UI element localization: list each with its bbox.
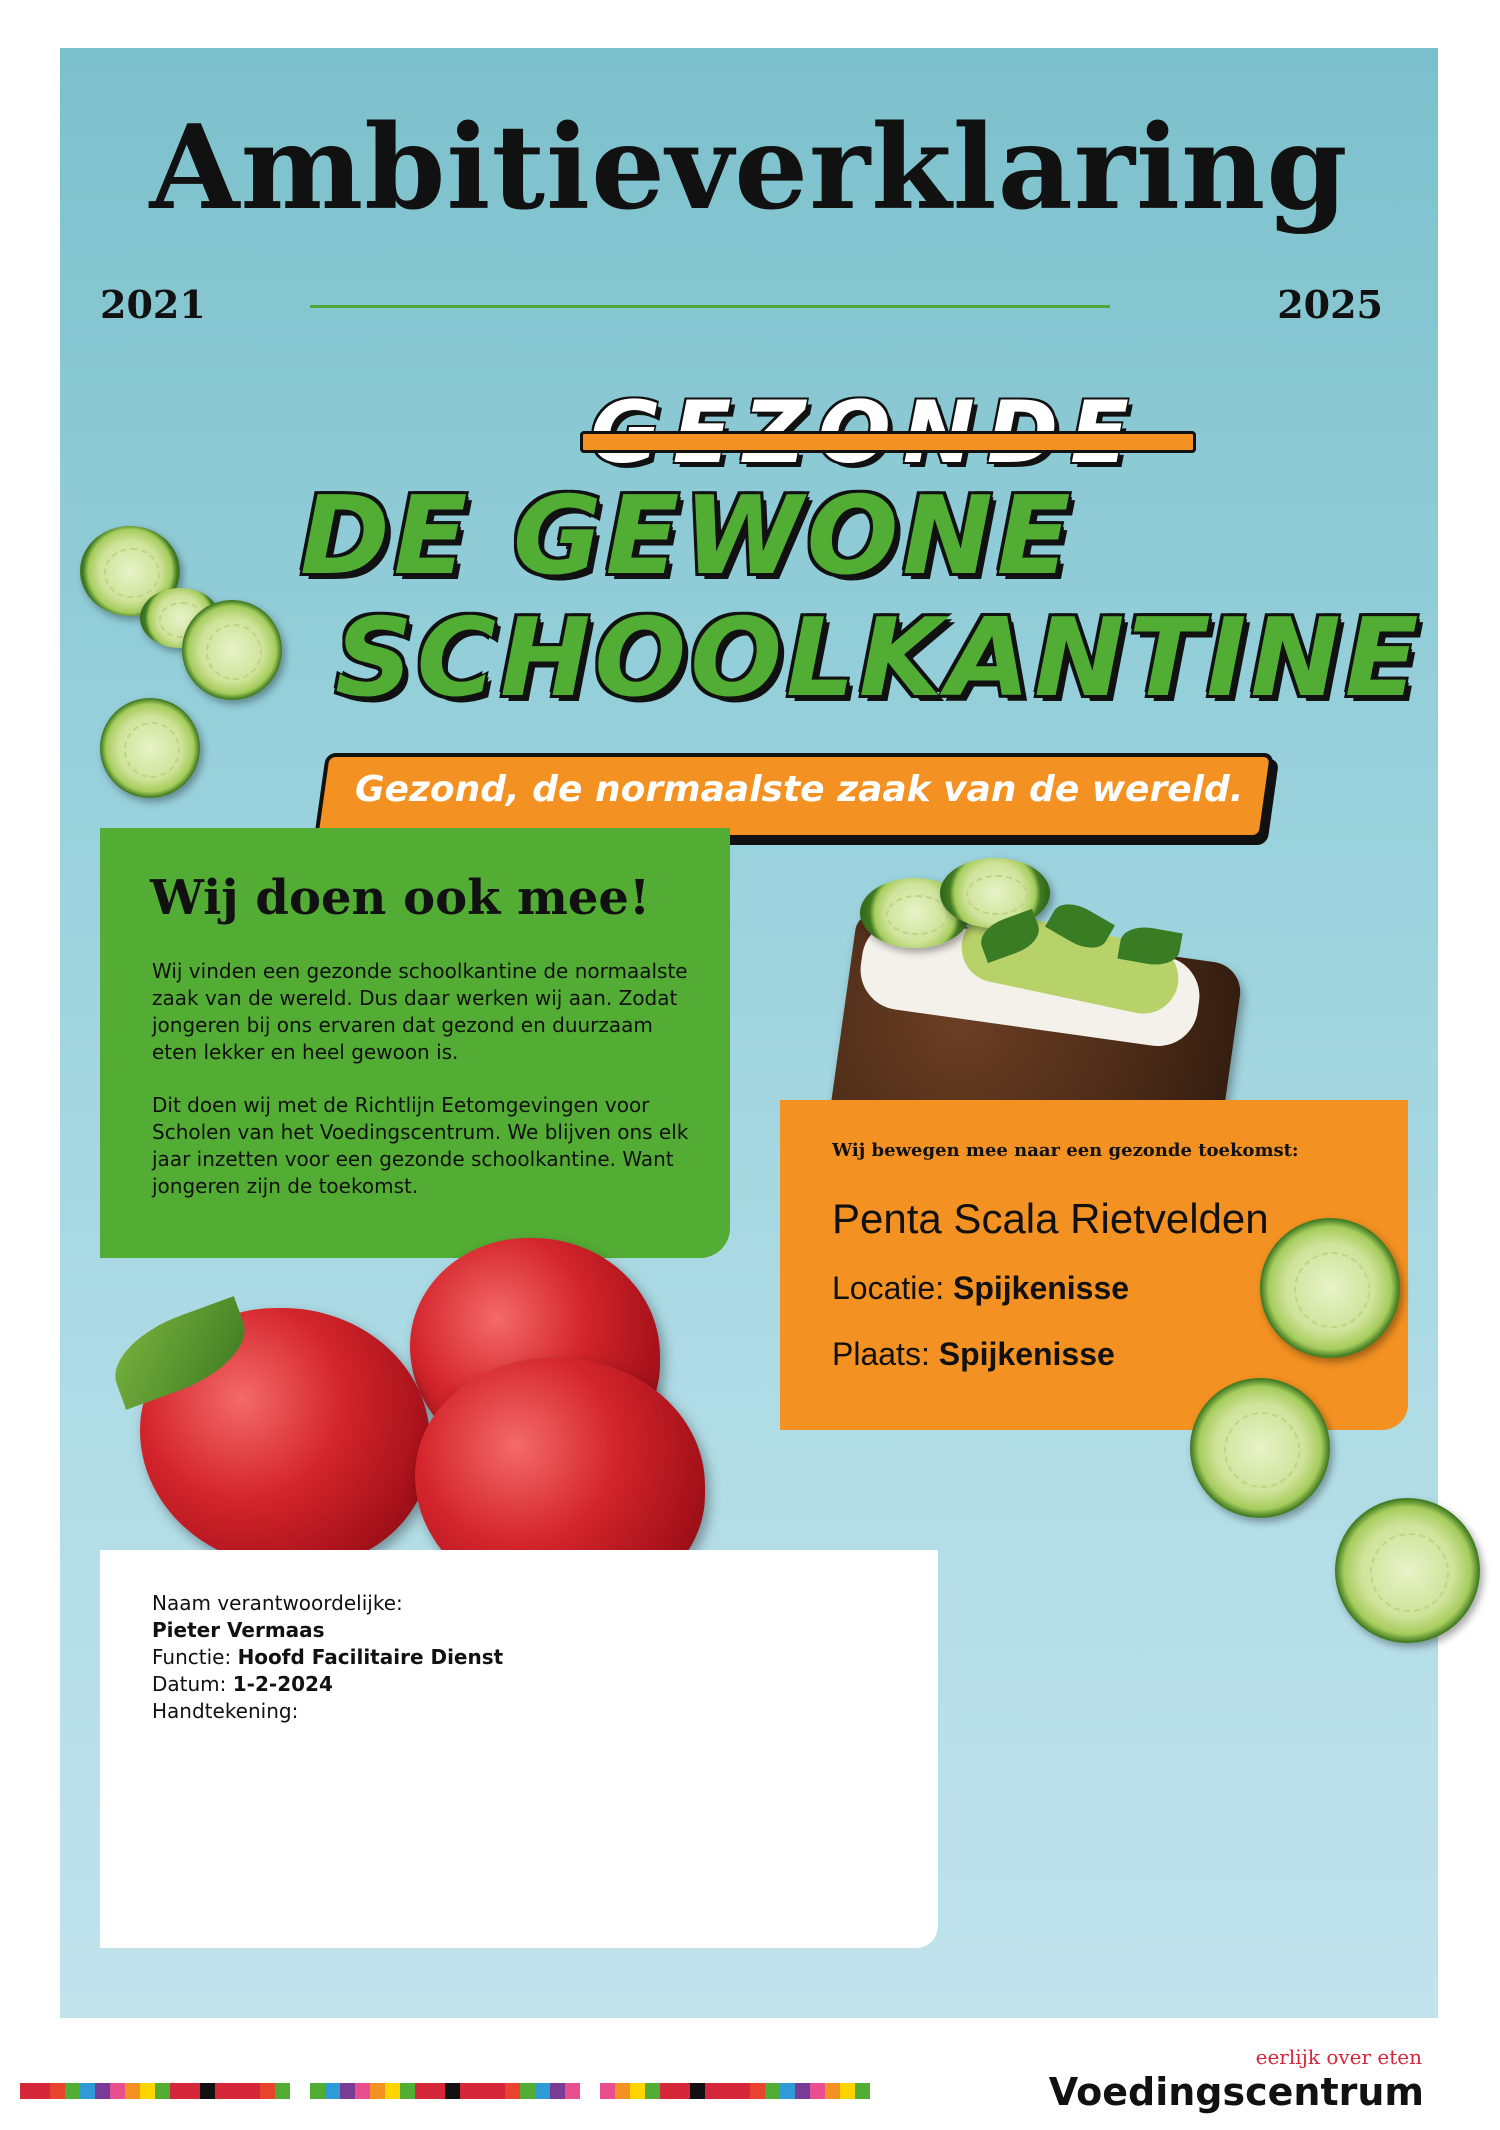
- logo-tagline: Gezond, de normaalste zaak van de wereld.: [355, 769, 1244, 810]
- color-strip-segment: [520, 2083, 535, 2099]
- function-value: Hoofd Facilitaire Dienst: [237, 1645, 504, 1669]
- color-strip-segment: [660, 2083, 675, 2099]
- responsible-label: Naam verantwoordelijke:: [152, 1591, 403, 1615]
- color-strip-segment: [170, 2083, 185, 2099]
- location-value: Spijkenisse: [952, 1270, 1130, 1306]
- color-strip-segment: [155, 2083, 170, 2099]
- color-strip-segment: [780, 2083, 795, 2099]
- color-strip-segment: [675, 2083, 690, 2099]
- color-strip-segment: [630, 2083, 645, 2099]
- color-strip-segment: [705, 2083, 720, 2099]
- color-strip-segment: [565, 2083, 580, 2099]
- school-name: Penta Scala Rietvelden: [832, 1195, 1269, 1242]
- color-strip-segment: [80, 2083, 95, 2099]
- logo-strike-bar: [580, 431, 1196, 453]
- school-place: [832, 1336, 1115, 1373]
- signature-label: Handtekening:: [152, 1699, 299, 1723]
- color-strip-segment: [750, 2083, 765, 2099]
- brand-tagline: eerlijk over eten: [1255, 2045, 1422, 2069]
- color-strip-gap: [870, 2083, 890, 2099]
- color-strip-segment: [200, 2083, 215, 2099]
- color-strip-segment: [310, 2083, 325, 2099]
- color-strip-segment: [20, 2083, 35, 2099]
- color-strip-segment: [230, 2083, 245, 2099]
- color-strip-segment: [125, 2083, 140, 2099]
- responsible-name: Pieter Vermaas: [152, 1618, 325, 1642]
- year-start: 2021: [100, 282, 206, 327]
- cucumber-slice-icon: [1260, 1218, 1400, 1358]
- function-label: Functie:: [152, 1645, 232, 1669]
- poster: [60, 48, 1438, 2018]
- date-row: [152, 1671, 503, 1698]
- color-strip-segment: [275, 2083, 290, 2099]
- function-row: [152, 1644, 503, 1671]
- date-label: Datum:: [152, 1672, 227, 1696]
- place-value: Spijkenisse: [938, 1336, 1115, 1372]
- color-strip-segment: [460, 2083, 475, 2099]
- color-strip-segment: [475, 2083, 490, 2099]
- intro-heading: Wij doen ook mee!: [150, 870, 651, 926]
- year-end: 2025: [1277, 282, 1383, 327]
- color-strip-segment: [855, 2083, 870, 2099]
- color-strip-segment: [535, 2083, 550, 2099]
- intro-paragraph-2: Dit doen wij met de Richtlijn Eetomgevingen voor Scholen van het Voedingscentrum. We blijven ons elk jaar inzetten voor een gezonde schoolkantine. Want jongeren zijn de toekomst.: [152, 1093, 689, 1198]
- school-location: [832, 1270, 1129, 1307]
- intro-panel: [100, 828, 730, 1258]
- logo-line-1: DE GEWONE: [300, 474, 1075, 599]
- color-strip-segment: [340, 2083, 355, 2099]
- color-strip-segment: [600, 2083, 615, 2099]
- color-strip-segment: [260, 2083, 275, 2099]
- color-strip-segment: [690, 2083, 705, 2099]
- color-strip-segment: [50, 2083, 65, 2099]
- color-strip-segment: [370, 2083, 385, 2099]
- color-strip-segment: [840, 2083, 855, 2099]
- place-label: Plaats:: [832, 1336, 930, 1372]
- color-strip-segment: [385, 2083, 400, 2099]
- brand-logo: Voedingscentrum: [1048, 2070, 1424, 2114]
- color-strip-gap: [580, 2083, 600, 2099]
- color-strip-segment: [810, 2083, 825, 2099]
- color-strip-segment: [110, 2083, 125, 2099]
- campaign-logo: [290, 333, 1423, 863]
- color-strip-segment: [765, 2083, 780, 2099]
- color-strip-segment: [185, 2083, 200, 2099]
- cucumber-slice-icon: [182, 600, 282, 700]
- color-strip: [20, 2083, 890, 2099]
- color-strip-segment: [325, 2083, 340, 2099]
- color-strip-segment: [415, 2083, 430, 2099]
- date-value: 1-2-2024: [232, 1672, 333, 1696]
- intro-paragraph-1: Wij vinden een gezonde schoolkantine de normaalste zaak van de wereld. Dus daar werken wij aan. Zodat jongeren bij ons ervaren dat gezond en duurzaam eten lekker en heel gewoon is.: [152, 959, 688, 1064]
- logo-line-2: SCHOOLKANTINE: [335, 596, 1423, 721]
- year-divider: [310, 305, 1110, 308]
- color-strip-segment: [215, 2083, 230, 2099]
- color-strip-segment: [505, 2083, 520, 2099]
- color-strip-segment: [245, 2083, 260, 2099]
- school-subheading: Wij bewegen mee naar een gezonde toekomst:: [832, 1140, 1299, 1161]
- signature-panel: [100, 1550, 938, 1948]
- signature-details: [152, 1590, 503, 1725]
- color-strip-gap: [290, 2083, 310, 2099]
- color-strip-segment: [550, 2083, 565, 2099]
- cucumber-slice-icon: [100, 698, 200, 798]
- color-strip-segment: [430, 2083, 445, 2099]
- page-title: Ambitieverklaring: [149, 100, 1349, 236]
- color-strip-segment: [445, 2083, 460, 2099]
- color-strip-segment: [95, 2083, 110, 2099]
- color-strip-segment: [35, 2083, 50, 2099]
- color-strip-segment: [735, 2083, 750, 2099]
- color-strip-segment: [615, 2083, 630, 2099]
- cucumber-slice-icon: [1190, 1378, 1330, 1518]
- color-strip-segment: [645, 2083, 660, 2099]
- color-strip-segment: [140, 2083, 155, 2099]
- color-strip-segment: [65, 2083, 80, 2099]
- color-strip-segment: [795, 2083, 810, 2099]
- color-strip-segment: [400, 2083, 415, 2099]
- color-strip-segment: [355, 2083, 370, 2099]
- color-strip-segment: [825, 2083, 840, 2099]
- color-strip-segment: [720, 2083, 735, 2099]
- color-strip-segment: [490, 2083, 505, 2099]
- location-label: Locatie:: [832, 1270, 945, 1306]
- cucumber-slice-icon: [1335, 1498, 1480, 1643]
